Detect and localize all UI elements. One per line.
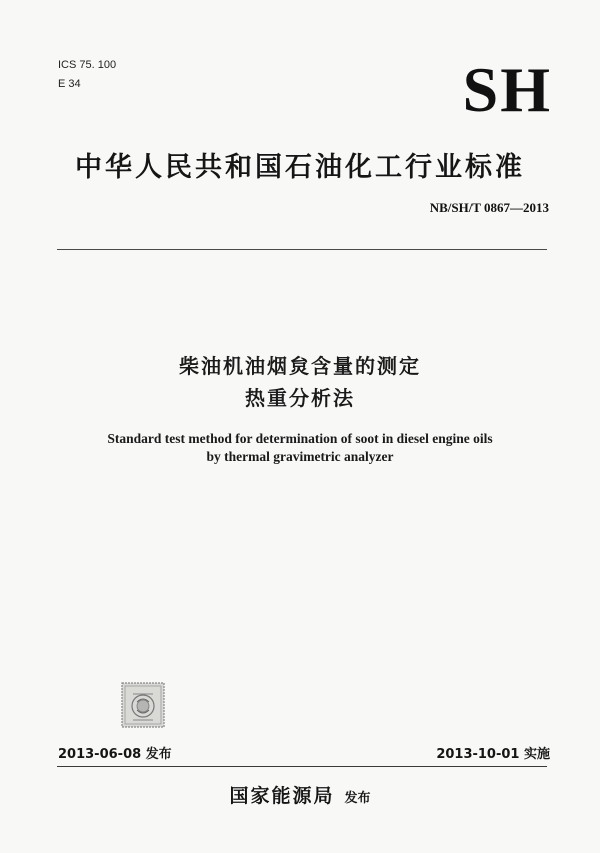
footer-divider — [57, 766, 547, 767]
standard-category-title: 中华人民共和国石油化工行业标准 — [75, 152, 525, 183]
sh-logo: SH — [462, 54, 552, 125]
issued-label: 发布 — [344, 791, 371, 806]
standard-number: NB/SH/T 0867—2013 — [429, 200, 549, 215]
library-stamp-icon — [121, 682, 165, 728]
english-title-line1: Standard test method for determination of soot in diesel engine oils — [107, 431, 493, 446]
chinese-title: 柴油机油烟炱含量的测定 — [179, 354, 421, 378]
implementation-date: 2013-10-01 实施 — [436, 747, 550, 762]
header-divider — [57, 249, 547, 250]
english-title — [0, 430, 600, 466]
chinese-subtitle: 热重分析法 — [245, 386, 355, 410]
publish-date: 2013-06-08 发布 — [58, 747, 172, 762]
issuing-organization: 国家能源局 — [229, 785, 335, 807]
ics-code: ICS 75. 100 — [58, 59, 117, 71]
english-title-line2: by thermal gravimetric analyzer — [206, 449, 394, 464]
issuer-line — [0, 781, 600, 808]
classification-code: E 34 — [58, 78, 81, 90]
